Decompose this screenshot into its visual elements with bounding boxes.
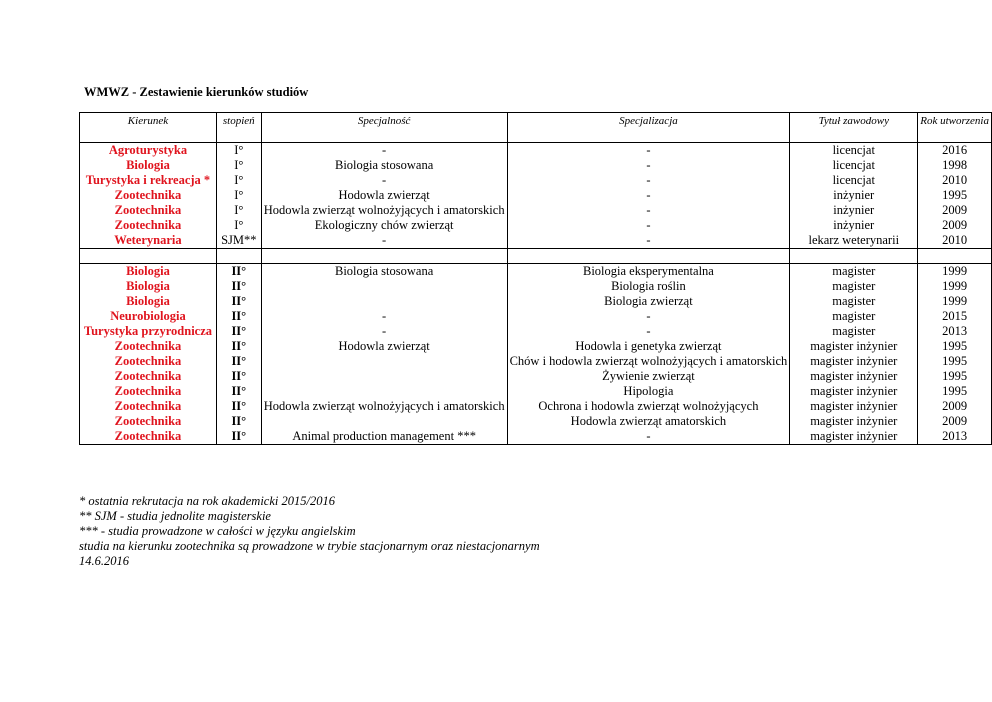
stopien-cell: SJM** [216,233,261,249]
specjalizacja-cell: Hipologia [507,384,790,399]
tytul-cell: magister inżynier [790,354,918,369]
stopien-cell: I° [216,218,261,233]
specjalnosc-cell: - [261,324,507,339]
specjalizacja-cell: Biologia eksperymentalna [507,264,790,280]
stopien-cell: II° [216,354,261,369]
specjalnosc-cell: Hodowla zwierząt [261,188,507,203]
specjalizacja-cell: - [507,324,790,339]
header-specjalnosc: Specjalność [261,113,507,143]
stopien-cell: I° [216,158,261,173]
stopien-cell: II° [216,369,261,384]
table-row [80,279,992,294]
rok-cell: 2009 [918,203,992,218]
tytul-cell: inżynier [790,218,918,233]
specjalizacja-cell: Hodowla zwierząt amatorskich [507,414,790,429]
rok-cell: 2013 [918,324,992,339]
table-row [80,414,992,429]
rok-cell: 2015 [918,309,992,324]
tytul-cell: inżynier [790,203,918,218]
tytul-cell: licencjat [790,143,918,159]
stopien-cell: II° [216,429,261,445]
tytul-cell: magister [790,309,918,324]
stopien-cell: I° [216,188,261,203]
table-row [80,143,992,159]
rok-cell: 1999 [918,264,992,280]
stopien-cell: I° [216,173,261,188]
tytul-cell: magister [790,264,918,280]
rok-cell: 2010 [918,233,992,249]
table-row [80,188,992,203]
specjalizacja-cell: - [507,233,790,249]
kierunek-cell: Neurobiologia [80,309,217,324]
specjalnosc-cell: Hodowla zwierząt wolnożyjących i amatorskich [261,203,507,218]
kierunek-cell: Zootechnika [80,384,217,399]
specjalizacja-cell: - [507,173,790,188]
rok-cell: 1998 [918,158,992,173]
stopien-cell: II° [216,279,261,294]
specjalnosc-cell: - [261,173,507,188]
rok-cell: 2009 [918,399,992,414]
specjalizacja-cell: - [507,203,790,218]
header-specjalizacja: Specjalizacja [507,113,790,143]
tytul-cell: magister [790,294,918,309]
study-programs-table [79,112,992,445]
kierunek-cell: Zootechnika [80,203,217,218]
table-row [80,173,992,188]
kierunek-cell: Zootechnika [80,354,217,369]
tytul-cell: magister inżynier [790,339,918,354]
table-row [80,294,992,309]
tytul-cell: licencjat [790,173,918,188]
rok-cell: 1995 [918,369,992,384]
stopien-cell: II° [216,309,261,324]
stopien-cell: II° [216,414,261,429]
stopien-cell: II° [216,384,261,399]
kierunek-cell: Biologia [80,294,217,309]
table-row [80,203,992,218]
table-row [80,339,992,354]
specjalizacja-cell: - [507,158,790,173]
footnote-3: *** - studia prowadzone w całości w języku angielskim [79,524,356,538]
kierunek-cell: Biologia [80,264,217,280]
specjalnosc-cell: - [261,233,507,249]
specjalnosc-cell: Ekologiczny chów zwierząt [261,218,507,233]
table-row [80,369,992,384]
header-rok: Rok utworzenia [918,113,992,143]
specjalizacja-cell: - [507,218,790,233]
tytul-cell: magister inżynier [790,414,918,429]
table-row [80,429,992,445]
specjalizacja-cell: - [507,429,790,445]
specjalizacja-cell: Biologia roślin [507,279,790,294]
specjalnosc-cell: - [261,309,507,324]
header-kierunek: Kierunek [80,113,217,143]
specjalnosc-cell: Biologia stosowana [261,158,507,173]
header-tytul: Tytuł zawodowy [790,113,918,143]
stopien-cell: II° [216,399,261,414]
kierunek-cell: Zootechnika [80,429,217,445]
table-row [80,264,992,280]
table-row [80,384,992,399]
header-stopien: stopień [216,113,261,143]
specjalizacja-cell: - [507,188,790,203]
tytul-cell: inżynier [790,188,918,203]
kierunek-cell: Agroturystyka [80,143,217,159]
specjalizacja-cell: Biologia zwierząt [507,294,790,309]
table-row [80,309,992,324]
specjalizacja-cell: - [507,143,790,159]
specjalnosc-merged-cell: Hodowla zwierząt [261,339,507,399]
footnote-1: * ostatnia rekrutacja na rok akademicki 2015/2016 [79,494,335,508]
table-row [80,354,992,369]
kierunek-cell: Zootechnika [80,399,217,414]
kierunek-cell: Turystyka i rekreacja * [80,173,217,188]
kierunek-cell: Zootechnika [80,369,217,384]
rok-cell: 2013 [918,429,992,445]
kierunek-cell: Turystyka przyrodnicza [80,324,217,339]
rok-cell: 2016 [918,143,992,159]
stopien-cell: II° [216,264,261,280]
stopien-cell: I° [216,203,261,218]
specjalizacja-cell: Hodowla i genetyka zwierząt [507,339,790,354]
stopien-cell: II° [216,294,261,309]
kierunek-cell: Zootechnika [80,218,217,233]
rok-cell: 2009 [918,218,992,233]
page-title: WMWZ - Zestawienie kierunków studiów [84,85,309,99]
stopien-cell: II° [216,339,261,354]
specjalizacja-cell: - [507,309,790,324]
table-row [80,218,992,233]
tytul-cell: magister inżynier [790,399,918,414]
specjalnosc-merged-cell: Hodowla zwierząt wolnożyjących i amatorskich [261,399,507,429]
rok-cell: 2009 [918,414,992,429]
table-row [80,324,992,339]
kierunek-cell: Zootechnika [80,414,217,429]
kierunek-cell: Zootechnika [80,188,217,203]
kierunek-cell: Zootechnika [80,339,217,354]
table-row [80,233,992,249]
tytul-cell: magister [790,324,918,339]
rok-cell: 1995 [918,384,992,399]
rok-cell: 1995 [918,354,992,369]
table-row [80,158,992,173]
tytul-cell: magister inżynier [790,369,918,384]
stopien-cell: I° [216,143,261,159]
document-date: 14.6.2016 [79,554,129,568]
stopien-cell: II° [216,324,261,339]
table-header-row [80,113,992,143]
rok-cell: 1995 [918,339,992,354]
specjalizacja-cell: Ochrona i hodowla zwierząt wolnożyjących [507,399,790,414]
tytul-cell: magister inżynier [790,429,918,445]
specjalizacja-cell: Żywienie zwierząt [507,369,790,384]
specjalnosc-cell: - [261,143,507,159]
table-separator-row [80,249,992,264]
specjalnosc-merged-cell: Biologia stosowana [261,264,507,310]
tytul-cell: magister inżynier [790,384,918,399]
rok-cell: 2010 [918,173,992,188]
rok-cell: 1995 [918,188,992,203]
rok-cell: 1999 [918,294,992,309]
tytul-cell: lekarz weterynarii [790,233,918,249]
tytul-cell: licencjat [790,158,918,173]
specjalnosc-cell: Animal production management *** [261,429,507,445]
kierunek-cell: Weterynaria [80,233,217,249]
kierunek-cell: Biologia [80,279,217,294]
footnote-2: ** SJM - studia jednolite magisterskie [79,509,271,523]
kierunek-cell: Biologia [80,158,217,173]
table-row [80,399,992,414]
footnote-4: studia na kierunku zootechnika są prowadzone w trybie stacjonarnym oraz niestacjonarnym [79,539,540,553]
footnotes [79,494,540,569]
rok-cell: 1999 [918,279,992,294]
specjalizacja-cell: Chów i hodowla zwierząt wolnożyjących i amatorskich [507,354,790,369]
tytul-cell: magister [790,279,918,294]
